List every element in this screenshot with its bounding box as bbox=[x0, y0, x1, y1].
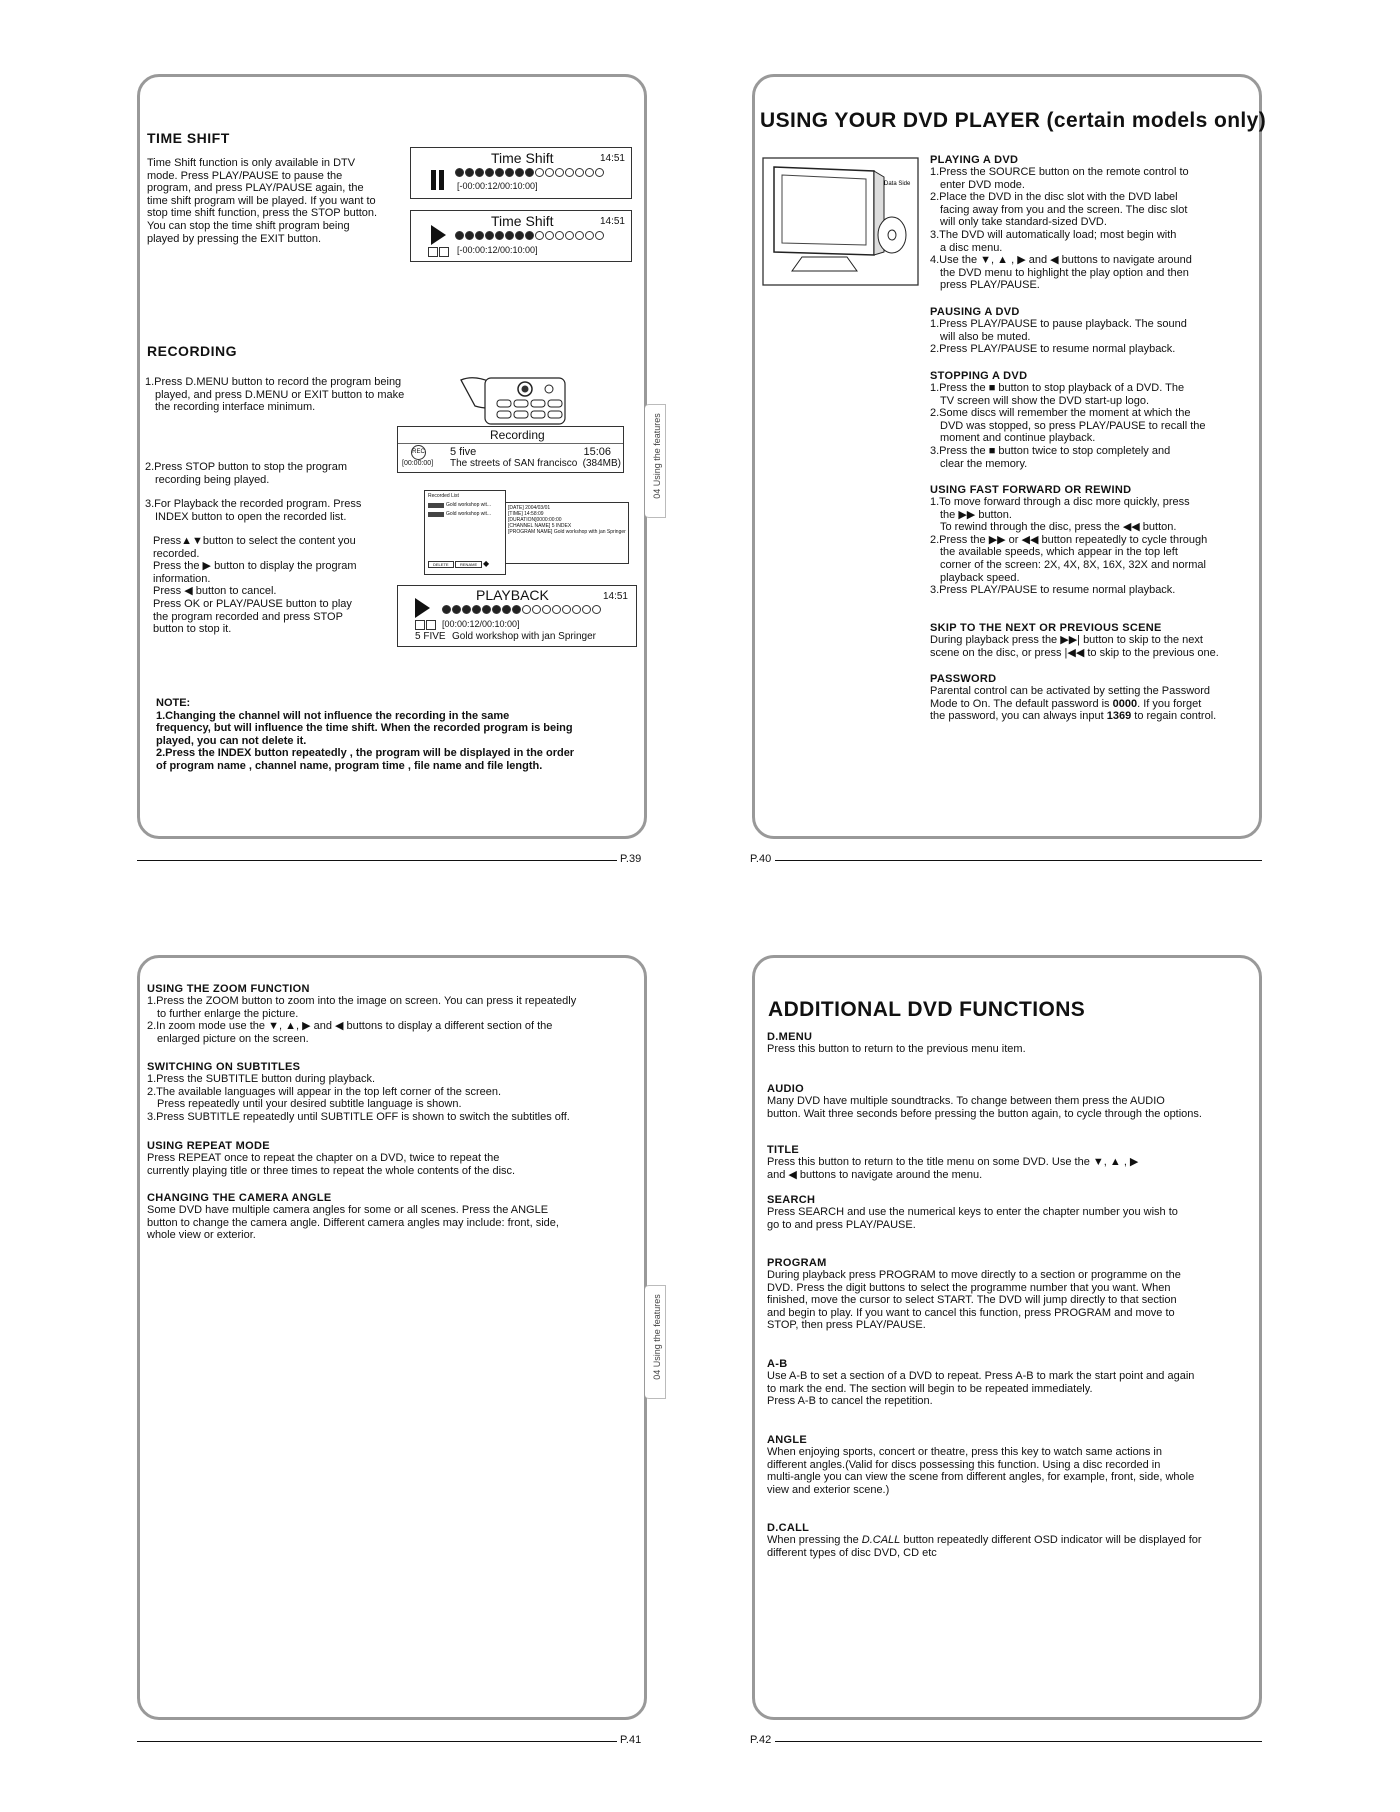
page-title: USING YOUR DVD PLAYER (certain models only) bbox=[760, 109, 1267, 132]
camera-angle-section: CHANGING THE CAMERA ANGLE Some DVD have multiple camera angles for some or all scenes. Press the ANGLE button to change the camera angle. Different camera angles may include: front, side, whole view or exterior. bbox=[147, 1192, 559, 1242]
password-section: PASSWORD Parental control can be activated by setting the Password Mode to On. The default password is 0000. If you forget the password, you can always input 1369 to regain control. bbox=[930, 673, 1217, 723]
search-section: SEARCH Press SEARCH and use the numerical keys to enter the chapter number you wish to go to and press PLAY/PAUSE. bbox=[767, 1194, 1178, 1231]
recording-step-3: 3.For Playback the recorded program. Press INDEX button to open the recorded list. bbox=[145, 498, 362, 523]
title-section: TITLE Press this button to return to the title menu on some DVD. Use the ▼, ▲ , ▶ and ◀ buttons to navigate around the menu. bbox=[767, 1144, 1139, 1181]
section-tab: 04 Using the features bbox=[645, 404, 666, 518]
page-number: P.40 bbox=[750, 853, 772, 865]
play-icon bbox=[415, 598, 430, 618]
recorded-info-panel: [DATE] 2004/03/01 [TIME] 14:58:09 [DURATION]0000:00:00 [CHANNEL NAME] 5 INDEX [PROGRAM NAME] Gold workshop with jan Springer bbox=[505, 502, 629, 564]
rename-button[interactable]: RENAME bbox=[455, 561, 482, 568]
section-tab: 04 Using the features bbox=[645, 1285, 666, 1399]
time-shift-heading: TIME SHIFT bbox=[147, 130, 230, 146]
skip-section: SKIP TO THE NEXT OR PREVIOUS SCENE During playback press the ▶▶| button to skip to the next scene on the disc, or press |◀◀ to skip to the previous one. bbox=[930, 622, 1219, 659]
recording-step-2: 2.Press STOP button to stop the program recording being played. bbox=[145, 461, 347, 486]
dcall-section: D.CALL When pressing the D.CALL button repeatedly different OSD indicator will be displayed for different types of disc DVD, CD etc bbox=[767, 1522, 1202, 1559]
navigate-icon: ◆ bbox=[483, 559, 490, 568]
pausing-section: PAUSING A DVD 1.Press PLAY/PAUSE to pause playback. The sound will also be muted. 2.Press PLAY/PAUSE to resume normal playback. bbox=[930, 306, 1187, 356]
subtitles-section: SWITCHING ON SUBTITLES 1.Press the SUBTITLE button during playback. 2.The available languages will appear in the top left corner of the screen. Press repeatedly until your desired subtitle language is shown. 3.Press SUBTITLE repeatedly until SUBTITLE OFF is shown to switch the subtitles off. bbox=[147, 1061, 570, 1123]
page-42 bbox=[752, 955, 1262, 1720]
page-number: P.42 bbox=[750, 1734, 772, 1746]
page-number: P.39 bbox=[620, 853, 642, 865]
left-arrow-icon: ◀ bbox=[184, 585, 193, 598]
note-block: NOTE: 1.Changing the channel will not influence the recording in the same frequency, but will influence the time shift. When the recorded program is being played, you can not delete it. 2.Press the INDEX button repeatedly , the program will be displayed in the order of program name , channel name, program time , file name and file length. bbox=[156, 697, 575, 772]
recording-step-1: 1.Press D.MENU button to record the program being played, and press D.MENU or EXIT button to make the recording interface minimum. bbox=[145, 376, 405, 414]
footer-rule bbox=[137, 860, 617, 861]
time-shift-osd-paused: Time Shift 14:51 [-00:00:12/00:10:00] bbox=[410, 147, 632, 199]
progress-dots bbox=[455, 231, 604, 240]
stopping-section: STOPPING A DVD 1.Press the ■ button to stop playback of a DVD. The TV screen will show the DVD start-up logo. 2.Some discs will remember the moment at which the DVD was stopped, so press PLAY/PAUSE to recall the moment and continue playback. 3.Press the ■ button twice to stop completely and clear the memory. bbox=[930, 370, 1206, 470]
data-side-label: Data Side bbox=[884, 181, 911, 187]
footer-rule bbox=[775, 860, 1262, 861]
rec-badge: REC bbox=[411, 445, 426, 460]
page-title: ADDITIONAL DVD FUNCTIONS bbox=[768, 998, 1086, 1021]
up-down-arrow-icon: ▲▼ bbox=[181, 535, 203, 547]
recorded-list-item[interactable]: Gold workshop wit... bbox=[446, 502, 492, 508]
recording-osd: Recording REC 5 five 15:06 [00:00:00] The streets of SAN francisco (384MB) bbox=[397, 426, 624, 473]
play-icon bbox=[431, 225, 446, 245]
footer-rule bbox=[775, 1741, 1262, 1742]
progress-dots bbox=[455, 168, 604, 177]
time-shift-text: Time Shift function is only available in DTV mode. Press PLAY/PAUSE to pause the program, and press PLAY/PAUSE again, the time shift program will be played. If you want to stop time shift function, press the STOP button. You can stop the time shift program being played by pressing the EXIT button. bbox=[147, 157, 378, 245]
remote-control-icon bbox=[455, 372, 570, 427]
zoom-section: USING THE ZOOM FUNCTION 1.Press the ZOOM button to zoom into the image on screen. You can press it repeatedly to further enlarge the picture. 2.In zoom mode use the ▼, ▲, ▶ and ◀ buttons to display a different section of the enlarged picture on the screen. bbox=[147, 983, 577, 1045]
progress-dots bbox=[442, 605, 601, 614]
recorded-list-item[interactable]: Gold workshop wit... bbox=[446, 511, 492, 517]
playback-osd: PLAYBACK 14:51 [00:00:12/00:10:00] 5 FIVE Gold workshop with jan Springer bbox=[397, 585, 637, 647]
right-arrow-icon: ▶ bbox=[202, 560, 211, 573]
pause-icon bbox=[431, 170, 436, 190]
time-shift-osd-playing: Time Shift 14:51 [-00:00:12/00:10:00] bbox=[410, 210, 632, 262]
footer-rule bbox=[137, 1741, 617, 1742]
recording-heading: RECORDING bbox=[147, 343, 238, 359]
program-section: PROGRAM During playback press PROGRAM to move directly to a section or programme on the DVD. Press the digit buttons to select the programme number that you want. When finished, move the cursor to select START. The DVD will jump directly to that section and begin to play. If you want to cancel this function, press PROGRAM and move to STOP, then press PLAY/PAUSE. bbox=[767, 1257, 1181, 1332]
dmenu-section: D.MENU Press this button to return to the previous menu item. bbox=[767, 1031, 1026, 1055]
page-number: P.41 bbox=[620, 1734, 642, 1746]
fast-forward-section: USING FAST FORWARD OR REWIND 1.To move forward through a disc more quickly, press the ▶▶ button. To rewind through the disc, press the ◀◀ button. 2.Press the ▶▶ or ◀◀ button repeatedly to cycle through the available speeds, which appear in the top left corner of the screen: 2X, 4X, 8X, 16X, 32X and normal playback speed. 3.Press PLAY/PAUSE to resume normal playback. bbox=[930, 484, 1208, 597]
audio-section: AUDIO Many DVD have multiple soundtracks. To change between them press the AUDIO button. Wait three seconds before pressing the button again, to cycle through the options. bbox=[767, 1083, 1202, 1120]
ab-section: A-B Use A-B to set a section of a DVD to repeat. Press A-B to mark the start point and again to mark the end. The section will begin to be repeated immediately. Press A-B to cancel the repetition. bbox=[767, 1358, 1195, 1408]
angle-section: ANGLE When enjoying sports, concert or theatre, press this key to watch same actions in different angles.(Valid for discs possessing this function. Using a disc recorded in multi-angle you can view the scene from different angles, for example, front, side, whole view and exterior scene.) bbox=[767, 1434, 1195, 1496]
repeat-section: USING REPEAT MODE Press REPEAT once to repeat the chapter on a DVD, twice to repeat the currently playing title or three times to repeat the whole contents of the disc. bbox=[147, 1140, 516, 1177]
recording-instructions: Press▲▼button to select the content you recorded. Press the ▶ button to display the program information. Press ◀ button to cancel. Press OK or PLAY/PAUSE button to play the program recorded and press STOP button to stop it. bbox=[153, 535, 357, 636]
playing-section: PLAYING A DVD 1.Press the SOURCE button on the remote control to enter DVD mode. 2.Place the DVD in the disc slot with the DVD label facing away from you and the screen. The disc slot will only take standard-sized DVD. 3.The DVD will automatically load; most begin with a disc menu. 4.Use the ▼, ▲ , ▶ and ◀ buttons to navigate around the DVD menu to highlight the play option and then press PLAY/PAUSE. bbox=[930, 154, 1192, 292]
tv-dvd-illustration bbox=[762, 157, 920, 287]
recorded-list-osd: Recorded List Gold workshop wit... Gold workshop wit... DELETE RENAME ◆ bbox=[424, 490, 506, 575]
delete-button[interactable]: DELETE bbox=[428, 561, 454, 568]
